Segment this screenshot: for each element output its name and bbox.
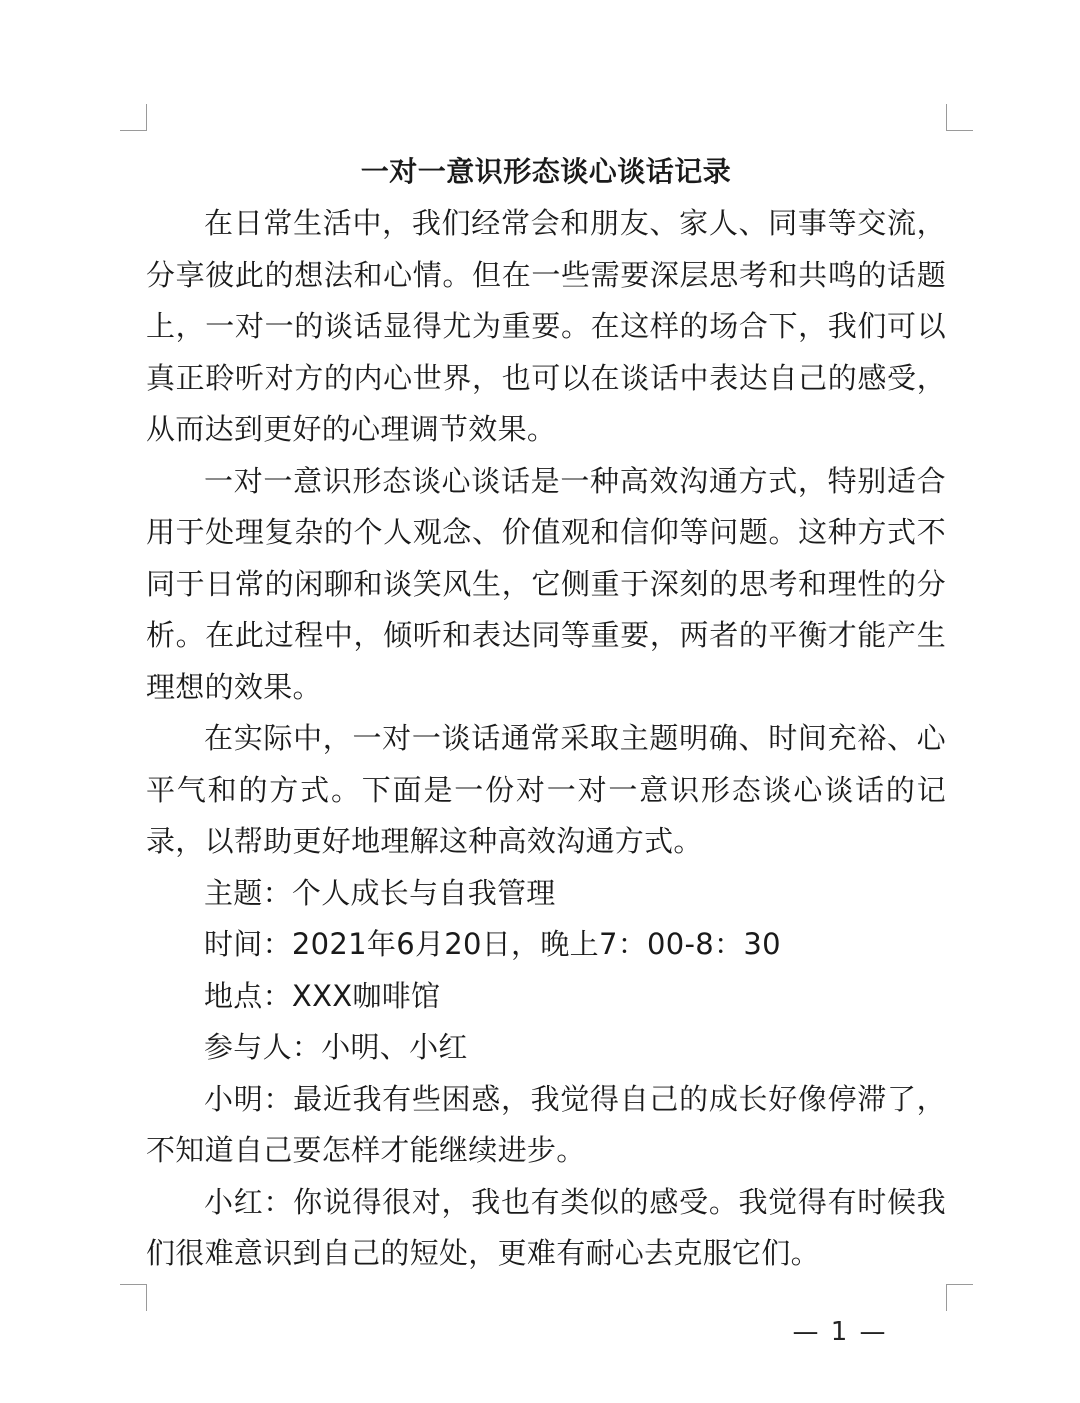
dialogue-line-xiaohong: 小红：你说得很对，我也有类似的感受。我觉得有时候我们很难意识到自己的短处，更难有耐心去克服它们。 xyxy=(146,1184,946,1270)
document-body xyxy=(146,148,946,1280)
crop-mark-bottom-right xyxy=(946,1284,973,1311)
field-time: 时间：2021年6月20日，晚上7：00-8：30 xyxy=(204,927,781,961)
paragraph-practice: 在实际中，一对一谈话通常采取主题明确、时间充裕、心平气和的方式。下面是一份对一对一意识形态谈心谈话的记录，以帮助更好地理解这种高效沟通方式。 xyxy=(146,721,946,858)
paragraph-definition: 一对一意识形态谈心谈话是一种高效沟通方式，特别适合用于处理复杂的个人观念、价值观和信仰等问题。这种方式不同于日常的闲聊和谈笑风生，它侧重于深刻的思考和理性的分析。在此过程中，倾听和表达同等重要，两者的平衡才能产生理想的效果。 xyxy=(146,463,946,704)
field-location: 地点：XXX咖啡馆 xyxy=(204,978,441,1013)
document-title: 一对一意识形态谈心谈话记录 xyxy=(360,155,732,188)
crop-mark-top-right xyxy=(946,104,973,131)
dialogue-line-xiaoming: 小明：最近我有些困惑，我觉得自己的成长好像停滞了，不知道自己要怎样才能继续进步。 xyxy=(146,1081,946,1167)
field-topic: 主题：个人成长与自我管理 xyxy=(204,875,556,910)
crop-mark-top-left xyxy=(120,104,147,131)
paragraph-intro: 在日常生活中，我们经常会和朋友、家人、同事等交流，分享彼此的想法和心情。但在一些需要深层思考和共鸣的话题上，一对一的谈话显得尤为重要。在这样的场合下，我们可以真正聆听对方的内心世界，也可以在谈话中表达自己的感受，从而达到更好的心理调节效果。 xyxy=(146,206,946,446)
crop-mark-bottom-left xyxy=(120,1284,147,1311)
field-participants: 参与人：小明、小红 xyxy=(204,1030,468,1064)
page-number: — 1 — xyxy=(792,1317,888,1347)
